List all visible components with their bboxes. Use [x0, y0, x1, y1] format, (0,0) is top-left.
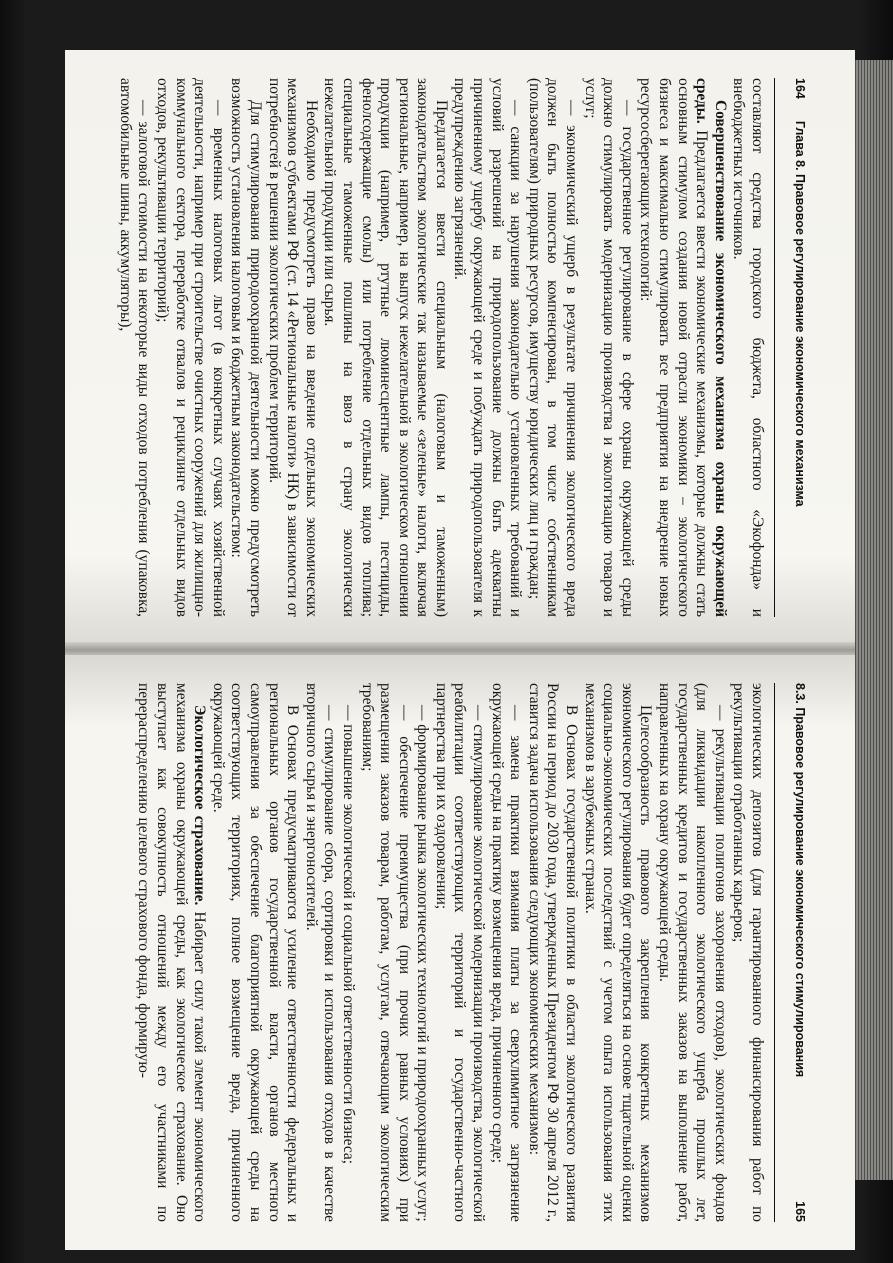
- running-head: [774, 78, 807, 617]
- paragraph: — обеспечение преимущества (при прочих равных условиях) при размещении заказов товарам, работам, услугам, отвечающим экологическим требованиям;: [358, 683, 413, 1222]
- paragraph: — санкции за нарушения законодательно установленных требований и условий разрешений на природопользование должны быть адекватны причиненному ущербу окружающей среде и побуждать природопользователя к предупреждению загрязнений.: [451, 78, 525, 617]
- left-page: [65, 50, 855, 645]
- paragraph: В Основах государственной политики в области экологического развития России на период до 2030 года, утвержденных Президентом РФ 30 апреля 2012 г., ставится задача использования следующих экономических механизмов:: [525, 683, 581, 1222]
- paragraph: — стимулирование сбора, сортировки и использования отходов в качестве вторичного сырья и энергоносителей.: [302, 683, 339, 1222]
- paragraph: — государственное регулирование в сфере охраны окружающей среды должно стимулировать модернизацию производства и экологизацию товаров и услуг;: [581, 78, 636, 617]
- paragraph: — замена практики взимания платы за сверхлимитное загрязнение окружающей среды на практику возмещения вреда, причиненного среде;: [488, 683, 525, 1222]
- paragraph: экологических депозитов (для гарантированного финансирования работ по рекультивации отработанных карьеров;: [730, 683, 766, 1222]
- paragraph: Необходимо предусмотреть право на введение отдельных экономических механизмов субъектами РФ (ст. 14 «Региональные налоги» НК) в зависимости от потребностей в решении экологических проблем территорий.: [265, 78, 320, 617]
- paragraph: — залоговой стоимости на некоторые виды отходов потребления (упаковка, автомобильные шины, аккумуляторы),: [116, 78, 153, 617]
- section-lead-in: Экологическое страхование.: [191, 705, 209, 906]
- book-spread: [65, 50, 855, 1250]
- right-page: [65, 655, 855, 1250]
- paragraph: — стимулирование экологической модернизации производства, экологической реабилитации соответствующих территорий и государственно-частного партнерства при их оздоровлении;: [432, 683, 488, 1222]
- page-number: 165: [793, 1201, 807, 1222]
- paragraph: — рекультивации полигонов захоронения отходов), экологических фондов (для ликвидации накопленного экологического ущерба прошлых лет, государственных кредитов и государственных заказов на выполнение работ, направленных на охрану окружающей среды.: [656, 683, 729, 1222]
- paragraph: Совершенствование экономического механизма охраны окружающей среды. Предлагается ввести экономические механизмы, которые должны стать основным стимулом создания новой отрасли экономики – экологического бизнеса и максимально стимулировать все предприятия на внедрение новых ресурсосберегающих технологий:: [637, 78, 729, 617]
- paragraph: — экономический ущерб в результате причинения экологического вреда должен быть полностью компенсирован, в том числе собственникам (пользователям) природных ресурсов, имуществу юридических лиц и граждан;: [525, 78, 581, 617]
- paragraph: В Основах предусматриваются усиление ответственности федеральных и региональных органов государственной власти, органов местного самоуправления за обеспечение благоприятной окружающей среды на соответствующих территориях, полное возмещение вреда, причиненного окружающей среде.: [209, 683, 302, 1222]
- paragraph: Экологическое страхование. Набирает силу такой элемент экономического механизма охраны окружающей среды, как экологическое страхование. Оно выступает как совокупность отношений между его участниками по перераспределению целевого страхового фонда, формирую-: [135, 683, 209, 1223]
- paragraph: — формирование рынка экологических технологий и природоохранных услуг;: [414, 705, 432, 1222]
- running-head-title: 8.3. Правовое регулирование экономического стимулирования: [793, 683, 807, 1078]
- paragraph: Целесообразность правового закрепления конкретных механизмов экономического регулирования будет определяться на основе тщательной оценки социально-экономических последствий с учетом опыта использования этих механизмов в зарубежных странах.: [581, 683, 655, 1222]
- paragraph: — временных налоговых льгот (в конкретных случаях хозяйственной деятельности, например при строительстве очистных сооружений для жилищно-коммунального сектора, переработке отвалов и рециклинге отдельных видов отходов, рекультивации территорий);: [154, 78, 227, 617]
- paragraph: Для стимулирования природоохранной деятельности можно предусмотреть возможность установления налоговым и бюджетным законодательством:: [228, 78, 264, 617]
- body-text: [115, 78, 766, 617]
- body-text: [134, 683, 766, 1222]
- paragraph: составляют средства городского бюджета, областного «Экофонда» и внебюджетных источников.: [730, 78, 766, 617]
- paragraph: Предлагается ввести специальным (налоговым и таможенным) законодательством экологические так называемые «зеленые» налоги, включая региональные, например, на выпуск нежелательной в экологическом отношении продукции (например, ртутные люминесцентные лампы, пестициды, фенолсодержащие смолы) или потребление отдельных видов топлива; специальные таможенные пошлины на ввоз в страну экологически нежелательной продукции или сырья.: [321, 78, 450, 617]
- paragraph: — повышение экологической и социальной ответственности бизнеса;: [339, 705, 357, 1164]
- page-number: 164: [793, 78, 807, 99]
- running-head: [774, 683, 807, 1222]
- section-lead-in: Совершенствование экономического механизма охраны окружающей среды.: [693, 78, 729, 617]
- running-head-title: Глава 8. Правовое регулирование экономического механизма: [793, 120, 807, 507]
